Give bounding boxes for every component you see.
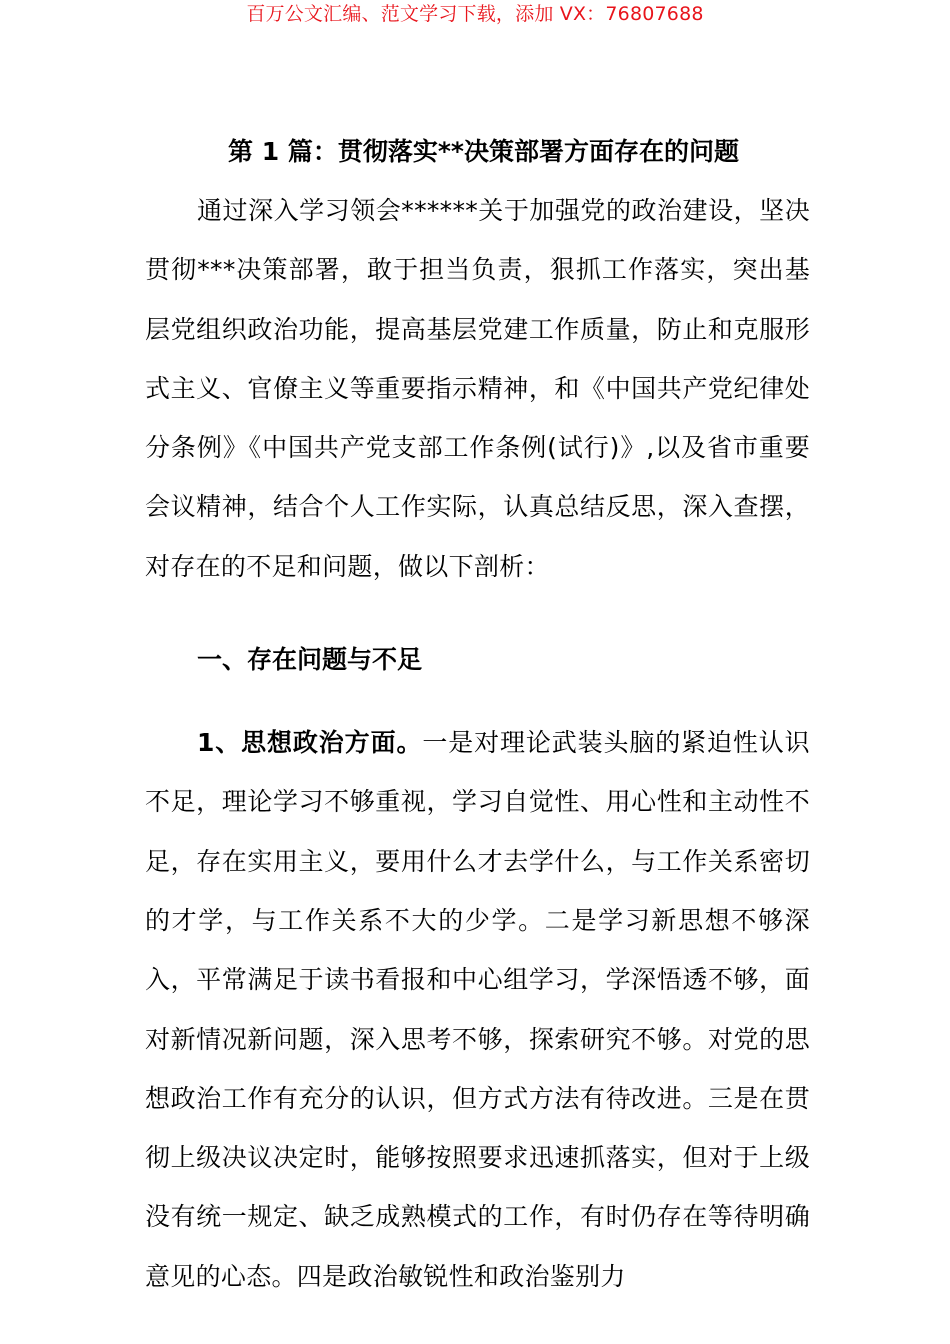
document-title: 第 1 篇：贯彻落实**决策部署方面存在的问题 <box>228 137 739 166</box>
item-1-body: 一是对理论武装头脑的紧迫性认识不足，理论学习不够重视，学习自觉性、用心性和主动性不足，存在实用主义，要用什么才去学什么，与工作关系密切的才学，与工作关系不大的少学。二是学习新思想不够深入，平常满足于读书看报和中心组学习，学深悟透不够，面对新情况新问题，深入思考不够，探索研究不够。对党的思想政治工作有充分的认识，但方式方法有待改进。三是在贯彻上级决议决定时，能够按照要求迅速抓落实，但对于上级没有统一规定、缺乏成熟模式的工作，有时仍存在等待明确意见的心态。四是政治敏锐性和政治鉴别力 <box>145 728 810 1291</box>
item-1-lead: 1、思想政治方面。 <box>197 728 423 758</box>
document-page <box>145 126 810 1306</box>
item-1-paragraph <box>145 713 810 1306</box>
section-heading: 一、存在问题与不足 <box>197 645 423 675</box>
intro-paragraph: 通过深入学习领会******关于加强党的政治建设，坚决贯彻***决策部署，敢于担当负责，狠抓工作落实，突出基层党组织政治功能，提高基层党建工作质量，防止和克服形式主义、官僚主义等重要指示精神，和《中国共产党纪律处分条例》《中国共产党支部工作条例(试行)》,以及省市重要会议精神，结合个人工作实际，认真总结反思，深入查摆，对存在的不足和问题，做以下剖析： <box>145 196 810 581</box>
watermark-banner: 百万公文汇编、范文学习下载，添加 VX：76807688 <box>246 3 704 25</box>
